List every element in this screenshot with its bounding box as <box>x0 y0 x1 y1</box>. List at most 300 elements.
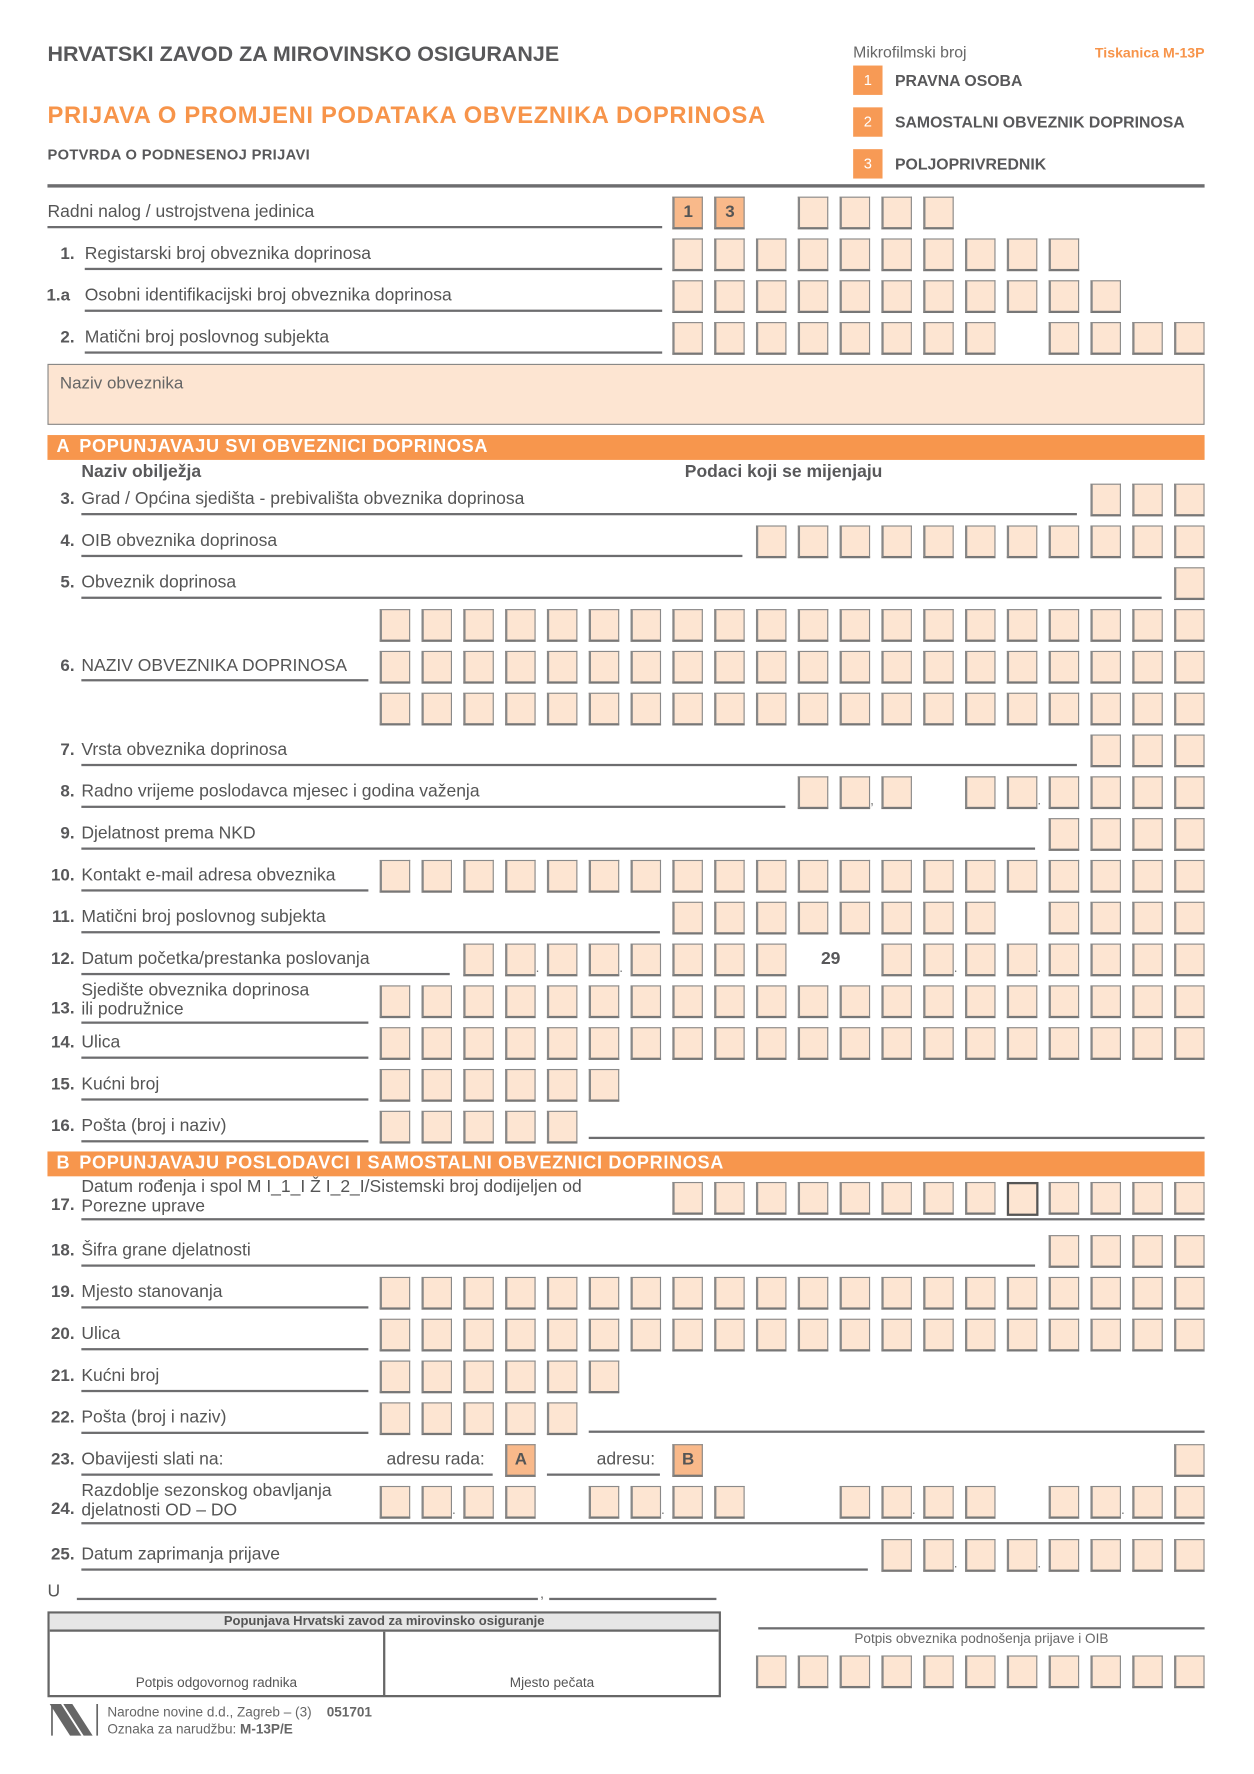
input-box[interactable] <box>798 609 829 642</box>
input-box[interactable] <box>881 609 912 642</box>
input-box[interactable] <box>923 1027 954 1060</box>
input-box[interactable] <box>589 1277 620 1310</box>
input-box[interactable] <box>463 1486 494 1519</box>
input-box[interactable] <box>756 985 787 1018</box>
input-box[interactable] <box>463 1319 494 1352</box>
input-box[interactable] <box>840 238 871 271</box>
input-box[interactable] <box>1174 1027 1205 1060</box>
input-box[interactable] <box>463 609 494 642</box>
input-box[interactable] <box>840 776 871 809</box>
input-box[interactable] <box>1090 525 1121 558</box>
input-box[interactable] <box>1049 1027 1080 1060</box>
input-box[interactable] <box>798 238 829 271</box>
input-box[interactable] <box>547 651 578 684</box>
input-box[interactable] <box>840 1655 871 1688</box>
input-box[interactable] <box>756 609 787 642</box>
input-box[interactable] <box>1174 818 1205 851</box>
input-box[interactable] <box>840 197 871 230</box>
input-box[interactable] <box>631 609 662 642</box>
input-box[interactable] <box>714 693 745 726</box>
input-box[interactable] <box>1174 1539 1205 1572</box>
input-box[interactable] <box>1090 860 1121 893</box>
input-box[interactable] <box>881 197 912 230</box>
input-box[interactable] <box>756 902 787 935</box>
input-box[interactable] <box>1132 1319 1163 1352</box>
prefilled-box[interactable]: 3 <box>714 197 745 230</box>
input-box[interactable] <box>965 525 996 558</box>
input-box[interactable] <box>1090 902 1121 935</box>
input-box[interactable] <box>798 651 829 684</box>
input-box[interactable] <box>463 985 494 1018</box>
input-box[interactable] <box>1049 609 1080 642</box>
input-box[interactable] <box>1174 1655 1205 1688</box>
input-box[interactable] <box>1049 1235 1080 1268</box>
input-box[interactable] <box>1090 609 1121 642</box>
input-box[interactable] <box>589 985 620 1018</box>
input-box[interactable] <box>1132 776 1163 809</box>
input-box[interactable] <box>756 693 787 726</box>
input-box[interactable] <box>1049 651 1080 684</box>
input-box[interactable] <box>923 1319 954 1352</box>
input-box[interactable] <box>881 1539 912 1572</box>
input-box[interactable] <box>421 1027 452 1060</box>
input-box[interactable] <box>840 1319 871 1352</box>
input-box[interactable] <box>1049 776 1080 809</box>
input-box[interactable] <box>505 985 536 1018</box>
input-box[interactable] <box>380 860 411 893</box>
input-box[interactable] <box>1174 1277 1205 1310</box>
input-box[interactable] <box>965 1182 996 1215</box>
input-box[interactable] <box>1174 651 1205 684</box>
input-box[interactable] <box>1174 944 1205 977</box>
input-box[interactable] <box>1174 735 1205 768</box>
input-box[interactable] <box>1174 985 1205 1018</box>
input-box[interactable] <box>840 609 871 642</box>
input-box[interactable] <box>1049 818 1080 851</box>
prefilled-box[interactable]: 1 <box>672 197 703 230</box>
input-box[interactable] <box>798 693 829 726</box>
input-box[interactable] <box>1090 944 1121 977</box>
input-box[interactable] <box>798 985 829 1018</box>
input-box[interactable] <box>1174 525 1205 558</box>
input-box[interactable] <box>714 322 745 355</box>
input-box[interactable] <box>840 1486 871 1519</box>
input-box[interactable] <box>1049 1655 1080 1688</box>
input-box[interactable] <box>714 860 745 893</box>
input-box[interactable] <box>1007 985 1038 1018</box>
input-box[interactable] <box>756 944 787 977</box>
input-box[interactable] <box>965 776 996 809</box>
input-box[interactable] <box>923 1655 954 1688</box>
input-box[interactable] <box>965 902 996 935</box>
option-a-box[interactable]: A <box>505 1444 536 1477</box>
input-box[interactable] <box>1132 1235 1163 1268</box>
input-box[interactable] <box>1174 1235 1205 1268</box>
input-box[interactable] <box>380 651 411 684</box>
input-box[interactable] <box>547 1277 578 1310</box>
input-box[interactable] <box>631 1319 662 1352</box>
input-box[interactable] <box>463 860 494 893</box>
input-box[interactable] <box>714 238 745 271</box>
input-box[interactable] <box>380 1319 411 1352</box>
option-3-badge[interactable]: 3 <box>853 149 882 178</box>
input-box[interactable] <box>672 1277 703 1310</box>
input-box[interactable] <box>840 1182 871 1215</box>
input-box[interactable] <box>840 1027 871 1060</box>
input-box[interactable] <box>1007 1027 1038 1060</box>
input-box[interactable] <box>714 902 745 935</box>
input-box[interactable] <box>589 860 620 893</box>
input-box[interactable] <box>965 280 996 313</box>
input-box[interactable] <box>923 985 954 1018</box>
input-box[interactable] <box>840 322 871 355</box>
input-box[interactable] <box>463 1111 494 1144</box>
input-box[interactable] <box>463 1277 494 1310</box>
input-box[interactable] <box>1090 776 1121 809</box>
input-box[interactable] <box>1174 1444 1205 1477</box>
input-box[interactable] <box>1174 1319 1205 1352</box>
input-box[interactable] <box>1090 484 1121 517</box>
input-box[interactable] <box>1049 1319 1080 1352</box>
input-box[interactable] <box>547 1402 578 1435</box>
input-box[interactable] <box>1132 818 1163 851</box>
input-box[interactable] <box>505 609 536 642</box>
input-box[interactable] <box>798 280 829 313</box>
input-box[interactable] <box>589 1361 620 1394</box>
input-box[interactable] <box>923 1539 954 1572</box>
input-box[interactable] <box>589 693 620 726</box>
input-box[interactable] <box>923 609 954 642</box>
input-box[interactable] <box>756 1277 787 1310</box>
input-box[interactable] <box>840 902 871 935</box>
input-box[interactable] <box>881 280 912 313</box>
input-box[interactable] <box>840 280 871 313</box>
input-box[interactable] <box>1090 985 1121 1018</box>
input-box[interactable] <box>631 985 662 1018</box>
input-box[interactable] <box>631 1486 662 1519</box>
input-box[interactable] <box>1132 322 1163 355</box>
input-box[interactable] <box>421 1277 452 1310</box>
input-box[interactable] <box>1007 609 1038 642</box>
input-box[interactable] <box>463 1361 494 1394</box>
input-box[interactable] <box>1132 651 1163 684</box>
input-box[interactable] <box>1174 322 1205 355</box>
input-box[interactable] <box>840 985 871 1018</box>
input-box[interactable] <box>756 238 787 271</box>
input-box[interactable] <box>1132 902 1163 935</box>
input-box[interactable] <box>881 322 912 355</box>
input-box[interactable] <box>1132 525 1163 558</box>
input-box[interactable] <box>1132 609 1163 642</box>
input-box[interactable] <box>1090 1235 1121 1268</box>
input-box[interactable] <box>881 238 912 271</box>
input-box[interactable] <box>421 609 452 642</box>
input-box[interactable] <box>1174 609 1205 642</box>
input-box[interactable] <box>1132 484 1163 517</box>
input-box[interactable] <box>1174 693 1205 726</box>
input-box[interactable] <box>965 322 996 355</box>
input-box[interactable] <box>1007 693 1038 726</box>
input-box[interactable] <box>631 944 662 977</box>
input-box[interactable] <box>672 651 703 684</box>
input-box[interactable] <box>923 322 954 355</box>
input-box[interactable] <box>840 651 871 684</box>
input-box[interactable] <box>1090 1319 1121 1352</box>
input-box[interactable] <box>380 1402 411 1435</box>
input-box[interactable] <box>1174 776 1205 809</box>
input-box[interactable] <box>1090 1539 1121 1572</box>
input-box[interactable] <box>589 1486 620 1519</box>
input-box[interactable] <box>965 238 996 271</box>
input-box[interactable] <box>1090 818 1121 851</box>
input-box[interactable] <box>505 1319 536 1352</box>
input-box[interactable] <box>589 1069 620 1102</box>
input-box[interactable] <box>672 1182 703 1215</box>
input-box[interactable] <box>380 1069 411 1102</box>
input-box[interactable] <box>380 1361 411 1394</box>
input-box[interactable] <box>1007 280 1038 313</box>
input-box[interactable] <box>756 280 787 313</box>
input-box[interactable] <box>1132 1539 1163 1572</box>
input-box[interactable] <box>1132 985 1163 1018</box>
input-box[interactable] <box>421 1319 452 1352</box>
input-box[interactable] <box>923 238 954 271</box>
date-input-line[interactable] <box>549 1598 716 1600</box>
input-box[interactable] <box>965 1027 996 1060</box>
input-box[interactable] <box>505 1277 536 1310</box>
input-box[interactable] <box>421 1402 452 1435</box>
input-box[interactable] <box>756 1182 787 1215</box>
input-box[interactable] <box>798 1655 829 1688</box>
input-box[interactable] <box>1007 525 1038 558</box>
input-box[interactable] <box>505 944 536 977</box>
input-box[interactable] <box>881 1277 912 1310</box>
input-box[interactable] <box>1132 1027 1163 1060</box>
input-box[interactable] <box>421 1486 452 1519</box>
input-box[interactable] <box>798 902 829 935</box>
input-box[interactable] <box>1132 693 1163 726</box>
input-box[interactable] <box>923 902 954 935</box>
input-box[interactable] <box>547 1027 578 1060</box>
free-text-line[interactable] <box>589 1431 1205 1433</box>
input-box[interactable] <box>463 651 494 684</box>
input-box[interactable] <box>380 1277 411 1310</box>
input-box[interactable] <box>881 1655 912 1688</box>
input-box[interactable] <box>672 1027 703 1060</box>
input-box[interactable] <box>1049 860 1080 893</box>
input-box[interactable] <box>672 902 703 935</box>
input-box[interactable] <box>1090 693 1121 726</box>
input-box[interactable] <box>881 1027 912 1060</box>
input-box[interactable] <box>1049 525 1080 558</box>
input-box[interactable] <box>798 776 829 809</box>
input-box[interactable] <box>505 1361 536 1394</box>
input-box[interactable] <box>380 985 411 1018</box>
input-box[interactable] <box>714 1486 745 1519</box>
input-box[interactable] <box>798 1319 829 1352</box>
input-box[interactable] <box>1049 322 1080 355</box>
input-box[interactable] <box>798 322 829 355</box>
input-box[interactable] <box>965 1319 996 1352</box>
input-box[interactable] <box>672 693 703 726</box>
input-box[interactable] <box>923 860 954 893</box>
place-input-line[interactable] <box>77 1598 538 1600</box>
input-box[interactable] <box>547 1319 578 1352</box>
input-box[interactable] <box>965 944 996 977</box>
input-box[interactable] <box>1007 1539 1038 1572</box>
input-box[interactable] <box>714 1182 745 1215</box>
input-box[interactable] <box>798 525 829 558</box>
input-box[interactable] <box>547 609 578 642</box>
input-box[interactable] <box>1132 1182 1163 1215</box>
input-box[interactable] <box>380 1111 411 1144</box>
input-box[interactable] <box>672 944 703 977</box>
input-box[interactable] <box>421 860 452 893</box>
input-box[interactable] <box>672 280 703 313</box>
input-box[interactable] <box>965 985 996 1018</box>
input-box[interactable] <box>881 860 912 893</box>
input-box[interactable] <box>672 985 703 1018</box>
input-box[interactable] <box>798 1277 829 1310</box>
input-box[interactable] <box>1132 1655 1163 1688</box>
input-box[interactable] <box>1049 902 1080 935</box>
input-box[interactable] <box>965 1539 996 1572</box>
input-box[interactable] <box>881 1319 912 1352</box>
input-box[interactable] <box>714 1277 745 1310</box>
option-b-box[interactable]: B <box>672 1444 703 1477</box>
input-box[interactable] <box>1049 1182 1080 1215</box>
input-box[interactable] <box>380 1486 411 1519</box>
input-box[interactable] <box>463 1402 494 1435</box>
input-box[interactable] <box>714 280 745 313</box>
input-box[interactable] <box>881 651 912 684</box>
input-box[interactable] <box>965 1655 996 1688</box>
input-box[interactable] <box>631 651 662 684</box>
input-box[interactable] <box>1090 1655 1121 1688</box>
input-box[interactable] <box>840 525 871 558</box>
input-box[interactable] <box>923 1277 954 1310</box>
input-box[interactable] <box>1174 1486 1205 1519</box>
input-box[interactable] <box>1049 1539 1080 1572</box>
input-box[interactable] <box>1132 944 1163 977</box>
input-box[interactable] <box>463 693 494 726</box>
input-box[interactable] <box>631 693 662 726</box>
input-box[interactable] <box>505 693 536 726</box>
input-box[interactable] <box>756 1319 787 1352</box>
input-box[interactable] <box>881 1486 912 1519</box>
input-box[interactable] <box>1090 651 1121 684</box>
input-box[interactable] <box>1090 735 1121 768</box>
input-box[interactable] <box>923 651 954 684</box>
input-box[interactable] <box>1049 1277 1080 1310</box>
input-box[interactable] <box>631 1277 662 1310</box>
input-box[interactable] <box>923 1182 954 1215</box>
input-box[interactable] <box>463 1069 494 1102</box>
input-box[interactable] <box>1174 484 1205 517</box>
input-box[interactable] <box>463 944 494 977</box>
input-box[interactable] <box>881 985 912 1018</box>
input-box[interactable] <box>672 322 703 355</box>
input-box[interactable] <box>1090 1027 1121 1060</box>
input-box[interactable] <box>421 1361 452 1394</box>
input-box[interactable] <box>756 1655 787 1688</box>
input-box[interactable] <box>1007 1655 1038 1688</box>
input-box[interactable] <box>714 944 745 977</box>
input-box[interactable] <box>1174 567 1205 600</box>
input-box[interactable] <box>421 651 452 684</box>
input-box[interactable] <box>881 902 912 935</box>
input-box[interactable] <box>672 609 703 642</box>
input-box[interactable] <box>840 1277 871 1310</box>
input-box[interactable] <box>881 525 912 558</box>
input-box[interactable] <box>1132 1486 1163 1519</box>
input-box[interactable] <box>1174 902 1205 935</box>
input-box[interactable] <box>505 860 536 893</box>
input-box[interactable] <box>965 651 996 684</box>
input-box[interactable] <box>547 693 578 726</box>
input-box[interactable] <box>840 860 871 893</box>
input-box[interactable] <box>714 609 745 642</box>
input-box[interactable] <box>714 985 745 1018</box>
input-box[interactable] <box>547 944 578 977</box>
input-box[interactable] <box>1007 1277 1038 1310</box>
input-box[interactable] <box>380 609 411 642</box>
input-box[interactable] <box>1049 1486 1080 1519</box>
input-box[interactable] <box>714 1027 745 1060</box>
input-box[interactable] <box>421 985 452 1018</box>
input-box[interactable] <box>1049 280 1080 313</box>
input-box[interactable] <box>965 693 996 726</box>
input-box[interactable] <box>1007 238 1038 271</box>
input-box[interactable] <box>756 1027 787 1060</box>
input-box[interactable] <box>505 1069 536 1102</box>
input-box[interactable] <box>756 525 787 558</box>
applicant-signature-line[interactable] <box>758 1627 1204 1629</box>
input-box[interactable] <box>756 651 787 684</box>
input-box[interactable] <box>1007 944 1038 977</box>
input-box[interactable] <box>840 693 871 726</box>
input-box[interactable] <box>1090 322 1121 355</box>
input-box[interactable] <box>965 609 996 642</box>
input-box[interactable] <box>798 1027 829 1060</box>
input-box[interactable] <box>756 860 787 893</box>
input-box[interactable] <box>672 1486 703 1519</box>
input-box[interactable] <box>881 693 912 726</box>
input-box[interactable] <box>1007 1319 1038 1352</box>
input-box[interactable] <box>589 944 620 977</box>
input-box[interactable] <box>589 651 620 684</box>
option-1-badge[interactable]: 1 <box>853 66 882 95</box>
input-box[interactable] <box>1132 860 1163 893</box>
input-box[interactable] <box>1174 860 1205 893</box>
input-box[interactable] <box>923 525 954 558</box>
input-box[interactable] <box>714 1319 745 1352</box>
input-box[interactable] <box>547 1361 578 1394</box>
input-box[interactable] <box>1132 1277 1163 1310</box>
input-box[interactable] <box>1049 985 1080 1018</box>
input-box[interactable] <box>798 1182 829 1215</box>
input-box[interactable] <box>380 693 411 726</box>
input-box[interactable] <box>672 860 703 893</box>
input-box[interactable] <box>589 1319 620 1352</box>
input-box[interactable] <box>380 1027 411 1060</box>
input-box[interactable] <box>714 651 745 684</box>
input-box[interactable] <box>1090 280 1121 313</box>
input-box[interactable] <box>923 944 954 977</box>
input-box[interactable] <box>756 322 787 355</box>
input-box[interactable] <box>1007 776 1038 809</box>
input-box[interactable] <box>798 197 829 230</box>
